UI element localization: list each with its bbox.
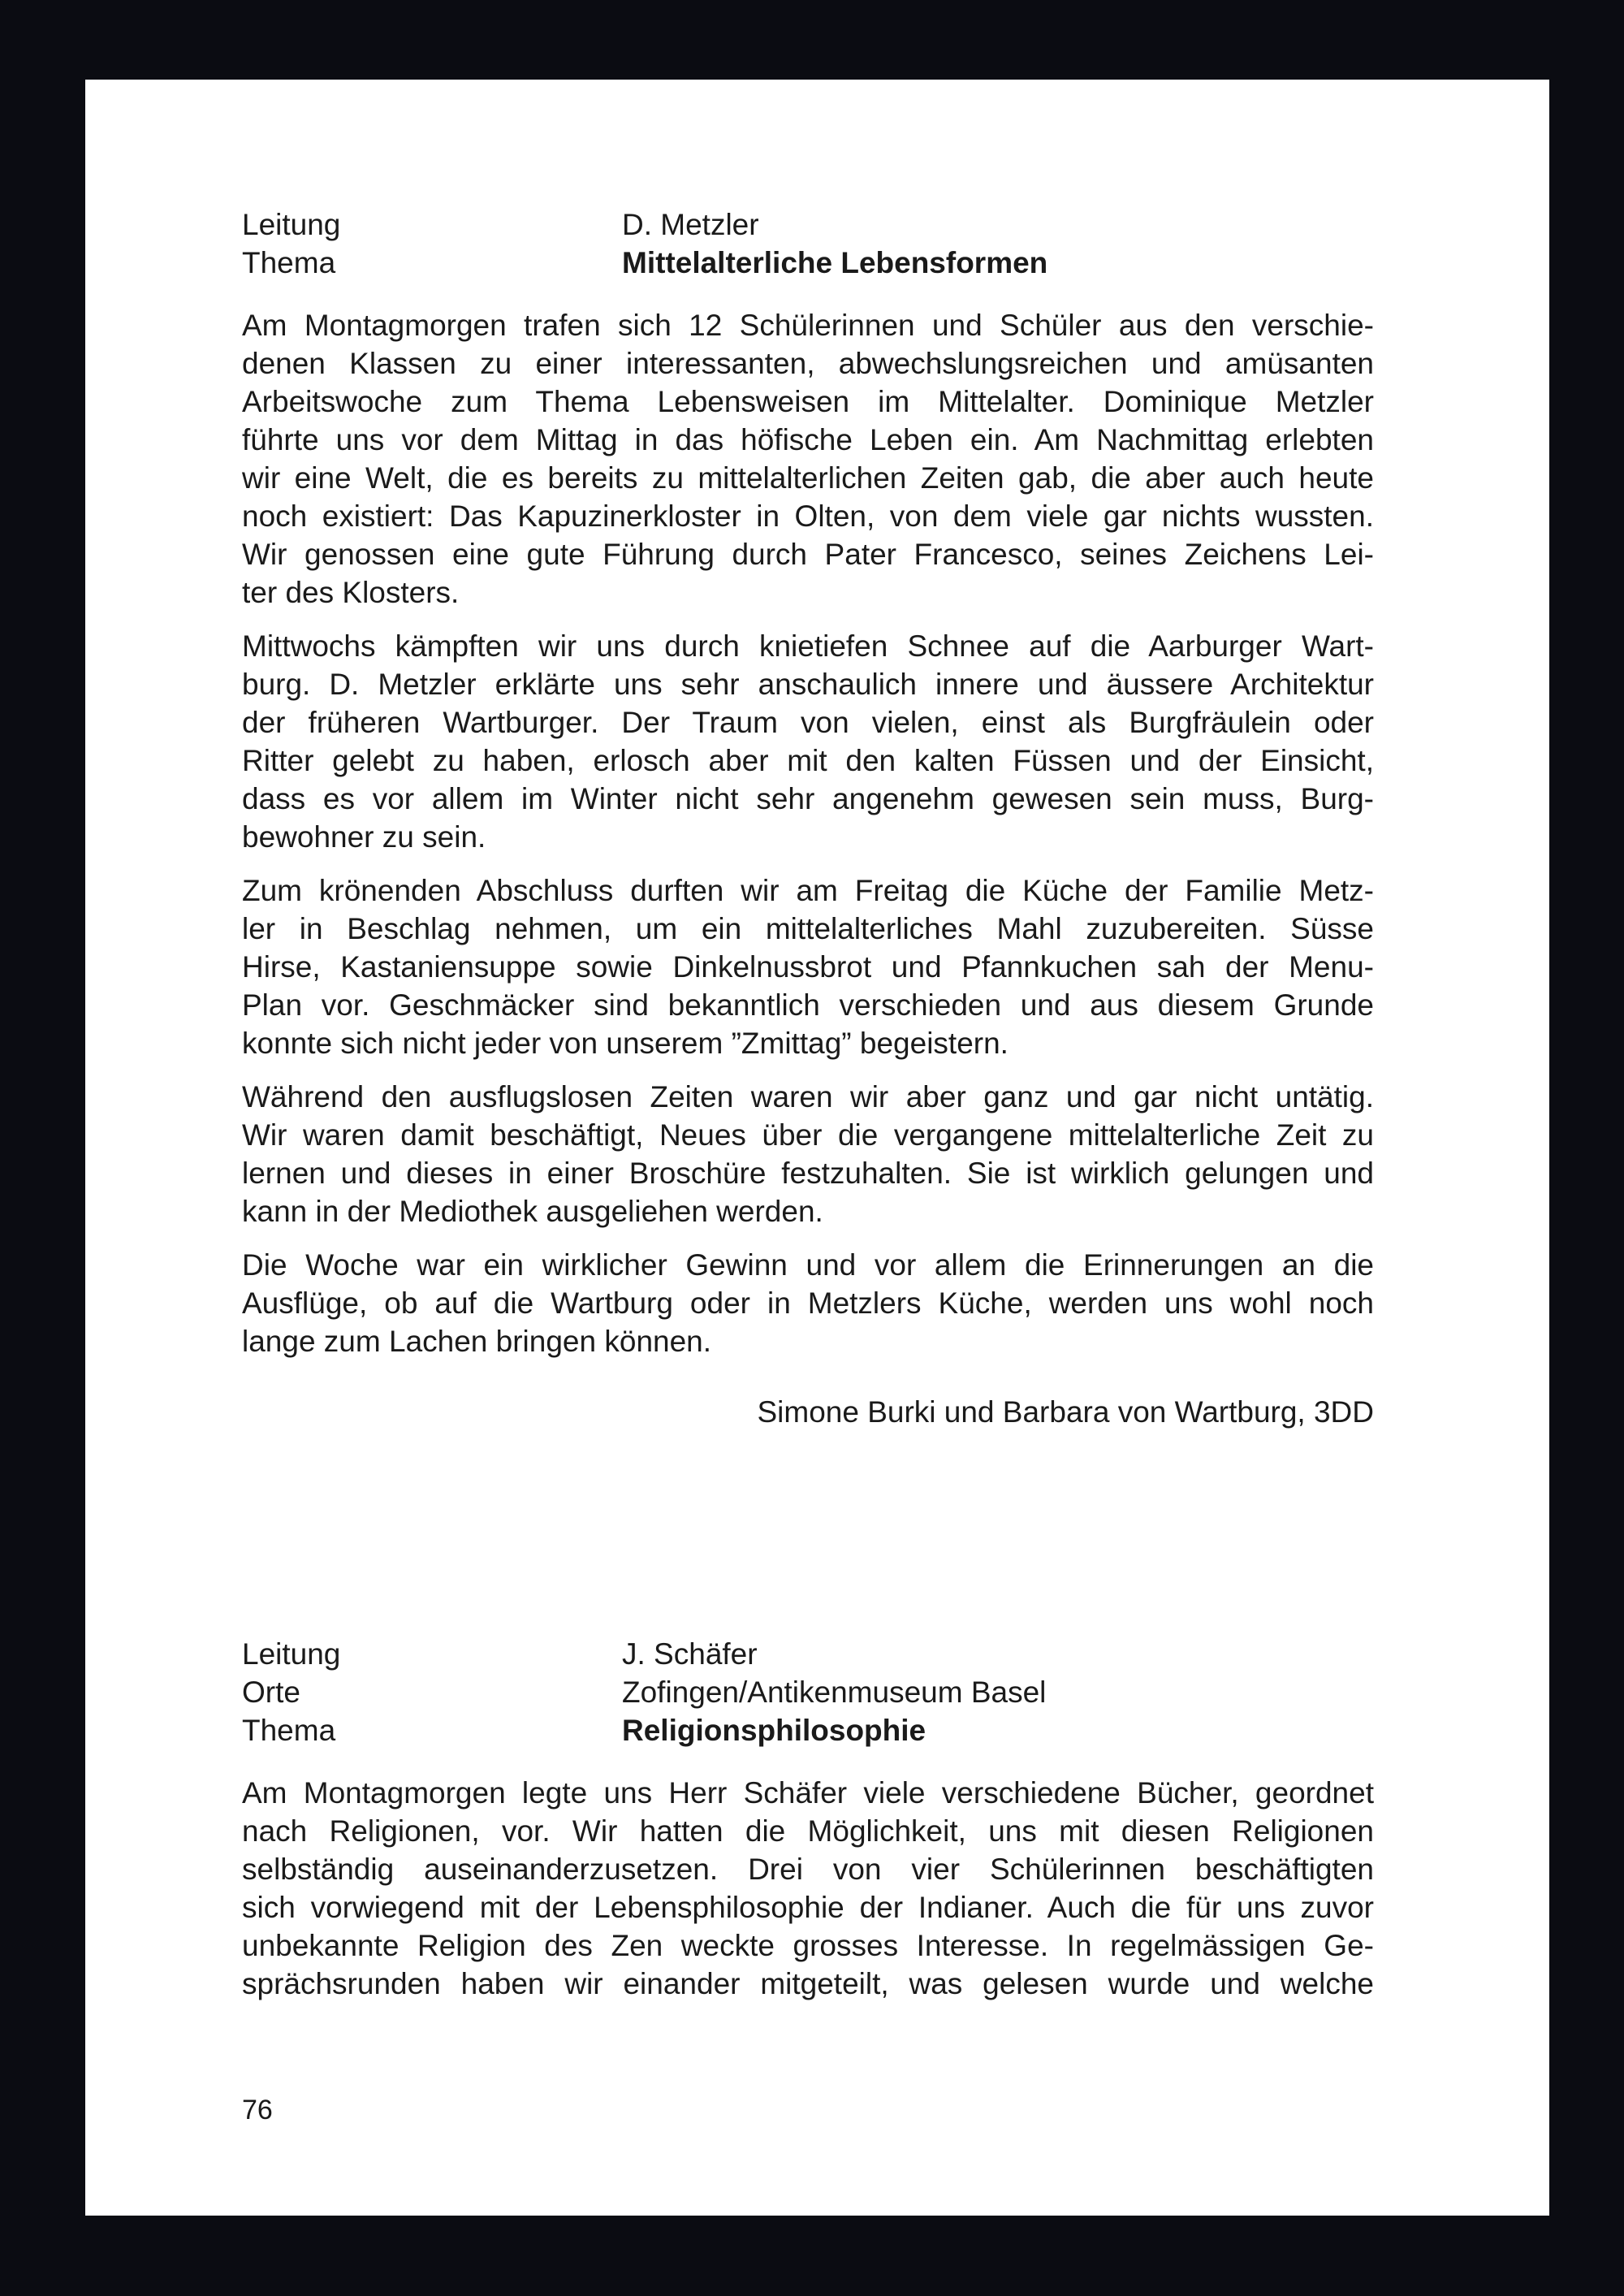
text-line: selbständig auseinanderzusetzen. Drei von vier Schülerinnen beschäftigten [242, 1853, 1374, 1886]
text-line: ter des Klosters. [242, 576, 460, 609]
text-line: unbekannte Religion des Zen weckte grosses Interesse. In regelmässigen Ge- [242, 1929, 1374, 1962]
meta-label: Orte [242, 1676, 300, 1709]
meta-row-thema [242, 244, 1374, 282]
text-line: Wir genossen eine gute Führung durch Pater Francesco, seines Zeichens Lei- [242, 538, 1374, 571]
text-line: Plan vor. Geschmäcker sind bekanntlich verschieden und aus diesem Grunde [242, 988, 1374, 1022]
text-line: Ausflüge, ob auf die Wartburg oder in Metzlers Küche, werden uns wohl noch [242, 1286, 1374, 1320]
text-line: bewohner zu sein. [242, 820, 486, 854]
text-line: lernen und dieses in einer Broschüre festzuhalten. Sie ist wirklich gelungen und [242, 1157, 1374, 1190]
text-line: Zum krönenden Abschluss durften wir am Freitag die Küche der Familie Metz- [242, 874, 1374, 907]
text-line: kann in der Mediothek ausgeliehen werden. [242, 1195, 823, 1228]
text-line: ler in Beschlag nehmen, um ein mittelalterliches Mahl zuzubereiten. Süsse [242, 912, 1374, 945]
section-meta [242, 1635, 1374, 1749]
text-line: lange zum Lachen bringen können. [242, 1325, 712, 1358]
paragraph [242, 871, 1374, 1062]
paragraph [242, 1078, 1374, 1230]
meta-row-leitung [242, 1635, 1374, 1673]
paragraph [242, 1774, 1374, 2003]
text-line: Ritter gelebt zu haben, erlosch aber mit den kalten Füssen und der Einsicht, [242, 744, 1374, 777]
meta-row-orte [242, 1673, 1374, 1711]
meta-label: Thema [242, 1714, 336, 1747]
text-line: führte uns vor dem Mittag in das höfische Leben ein. Am Nachmittag erlebten [242, 423, 1374, 456]
text-line: Arbeitswoche zum Thema Lebensweisen im Mittelalter. Dominique Metzler [242, 385, 1374, 418]
section-meta [242, 205, 1374, 282]
text-line: sich vorwiegend mit der Lebensphilosophie der Indianer. Auch die für uns zuvor [242, 1891, 1374, 1924]
paragraph [242, 627, 1374, 856]
text-line: noch existiert: Das Kapuzinerkloster in Olten, von dem viele gar nichts wussten. [242, 499, 1374, 533]
section-religionsphilosophie [242, 1635, 1374, 2018]
meta-row-leitung [242, 205, 1374, 244]
section-title: Mittelalterliche Lebensformen [622, 246, 1048, 279]
meta-value: D. Metzler [622, 208, 759, 241]
meta-value: Zofingen/Antikenmuseum Basel [622, 1676, 1047, 1709]
meta-label: Thema [242, 246, 336, 279]
paragraph [242, 1246, 1374, 1360]
text-line: Wir waren damit beschäftigt, Neues über die vergangene mittelalterliche Zeit zu [242, 1118, 1374, 1152]
text-line: Am Montagmorgen trafen sich 12 Schülerinnen und Schüler aus den verschie- [242, 309, 1374, 342]
meta-label: Leitung [242, 1637, 341, 1671]
text-line: dass es vor allem im Winter nicht sehr angenehm gewesen sein muss, Burg- [242, 782, 1374, 815]
document-page [85, 80, 1549, 2216]
meta-label: Leitung [242, 208, 341, 241]
meta-row-thema [242, 1711, 1374, 1749]
text-line: sprächsrunden haben wir einander mitgeteilt, was gelesen wurde und welche [242, 1967, 1374, 2000]
page-number: 76 [242, 2095, 273, 2125]
section-title: Religionsphilosophie [622, 1714, 926, 1747]
text-line: Am Montagmorgen legte uns Herr Schäfer viele verschiedene Bücher, geordnet [242, 1776, 1374, 1810]
author-signature: Simone Burki und Barbara von Wartburg, 3DD [757, 1395, 1374, 1429]
text-line: wir eine Welt, die es bereits zu mittelalterlichen Zeiten gab, die aber auch heute [242, 461, 1374, 495]
text-line: denen Klassen zu einer interessanten, abwechslungsreichen und amüsanten [242, 347, 1374, 380]
meta-value: J. Schäfer [622, 1637, 758, 1671]
text-line: konnte sich nicht jeder von unserem ”Zmittag” begeistern. [242, 1027, 1009, 1060]
text-line: nach Religionen, vor. Wir hatten die Möglichkeit, uns mit diesen Religionen [242, 1814, 1374, 1848]
section-mittelalter [242, 205, 1374, 1431]
text-line: Die Woche war ein wirklicher Gewinn und vor allem die Erinnerungen an die [242, 1248, 1374, 1282]
text-line: burg. D. Metzler erklärte uns sehr anschaulich innere und äussere Architektur [242, 668, 1374, 701]
text-line: der früheren Wartburger. Der Traum von vielen, einst als Burgfräulein oder [242, 706, 1374, 739]
paragraph [242, 306, 1374, 612]
text-line: Hirse, Kastaniensuppe sowie Dinkelnussbrot und Pfannkuchen sah der Menu- [242, 950, 1374, 984]
text-line: Während den ausflugslosen Zeiten waren wir aber ganz und gar nicht untätig. [242, 1080, 1374, 1113]
text-line: Mittwochs kämpften wir uns durch knietiefen Schnee auf die Aarburger Wart- [242, 629, 1374, 663]
